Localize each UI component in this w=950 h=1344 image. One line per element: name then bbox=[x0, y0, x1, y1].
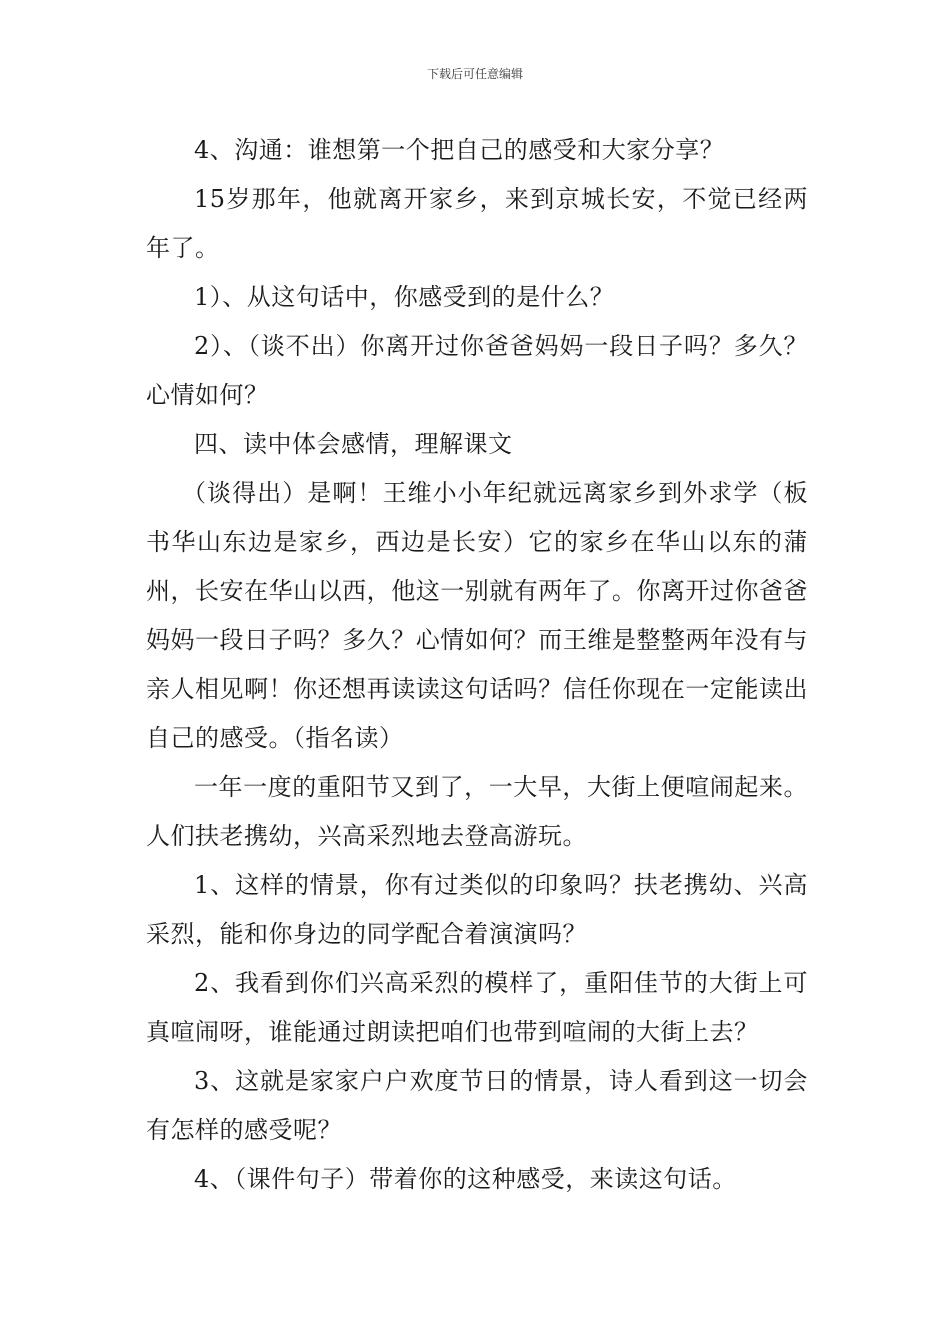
paragraph-question-1: 1）、从这句话中，你感受到的是什么？ bbox=[194, 283, 615, 311]
paragraph-text-quote-festival: 一年一度的重阳节又到了，一大早，大街上便喧闹起来。人们扶老携幼，兴高采烈地去登高游玩。 bbox=[146, 773, 808, 850]
page-header: 下载后可任意编辑 bbox=[426, 67, 523, 81]
paragraph-question-2: 2）、（谈不出）你离开过你爸爸妈妈一段日子吗？多久？心情如何？ bbox=[146, 332, 808, 409]
paragraph-activity-1: 1、这样的情景，你有过类似的印象吗？扶老携幼、兴高采烈，能和你身边的同学配合着演演吗？ bbox=[146, 871, 808, 948]
paragraph-activity-3: 3、这就是家家户户欢度节日的情景，诗人看到这一切会有怎样的感受呢？ bbox=[146, 1067, 808, 1144]
paragraph-share-prompt: 4、沟通：谁想第一个把自己的感受和大家分享？ bbox=[194, 136, 725, 164]
paragraph-activity-2: 2、我看到你们兴高采烈的模样了，重阳佳节的大街上可真喧闹呀，谁能通过朗读把咱们也带到喧闹的大街上去？ bbox=[146, 969, 808, 1046]
paragraph-text-quote-leaving-home: 15岁那年，他就离开家乡，来到京城长安，不觉已经两年了。 bbox=[146, 185, 808, 262]
paragraph-activity-4: 4、（课件句子）带着你的这种感受，来读这句话。 bbox=[194, 1165, 737, 1193]
document-body bbox=[146, 126, 808, 1204]
paragraph-explanation: （谈得出）是啊！王维小小年纪就远离家乡到外求学（板书华山东边是家乡，西边是长安）它的家乡在华山以东的蒲州，长安在华山以西，他这一别就有两年了。你离开过你爸爸妈妈一段日子吗？多久？心情如何？而王维是整整两年没有与亲人相见啊！你还想再读读这句话吗？信任你现在一定能读出自己的感受。（指名读） bbox=[146, 479, 808, 752]
section-heading: 四、读中体会感情，理解课文 bbox=[194, 430, 513, 458]
